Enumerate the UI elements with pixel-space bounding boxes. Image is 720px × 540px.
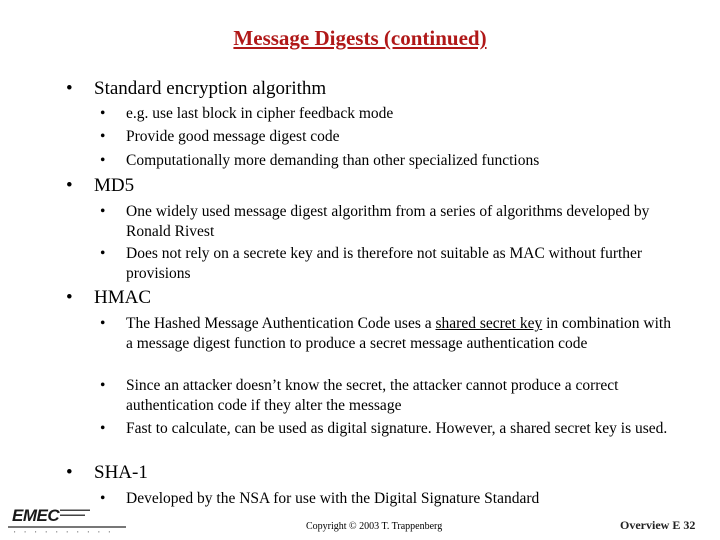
list-item-text: Developed by the NSA for use with the Digital Signature Standard (126, 490, 540, 507)
page-label: Overview E 32 (620, 518, 696, 532)
list-item (100, 489, 680, 509)
list-item-text: e.g. use last block in cipher feedback mode (126, 105, 394, 122)
list-item (100, 202, 680, 241)
emec-logo (6, 504, 128, 534)
section-heading: Standard encryption algorithm (94, 78, 327, 99)
section-heading: MD5 (94, 175, 135, 196)
copyright-text: Copyright © 2003 T. Trappenberg (306, 521, 443, 532)
text-segment: in combination with a message digest function to produce a secret message authentication code (126, 315, 671, 352)
logo-bar (8, 526, 126, 528)
list-item (100, 314, 680, 353)
bullet: • (100, 377, 106, 394)
section-heading: HMAC (94, 287, 152, 308)
bullet: • (100, 203, 106, 220)
section-heading: SHA-1 (94, 462, 148, 483)
list-item (100, 127, 680, 147)
list-item-text: Does not rely on a secrete key and is therefore not suitable as MAC without further provisions (126, 245, 643, 282)
bullet: • (100, 490, 106, 507)
logo-text: EMEC (12, 506, 60, 525)
list-item (100, 104, 680, 124)
list-item-text (126, 314, 680, 353)
list-item-text: Computationally more demanding than other specialized functions (126, 152, 540, 169)
text-segment: The Hashed Message Authentication Code uses a (126, 315, 436, 332)
underlined-term: shared secret key (435, 315, 543, 332)
bullet: • (100, 315, 106, 332)
bullet: • (100, 152, 106, 169)
bullet: • (66, 287, 73, 308)
bullet: • (66, 78, 73, 99)
slide-title: Message Digests (continued) (233, 26, 487, 50)
list-item (100, 419, 680, 439)
bullet: • (100, 245, 106, 262)
list-item-text: One widely used message digest algorithm from a series of algorithms developed by Ronald Rivest (126, 203, 650, 240)
list-item (100, 151, 680, 171)
bullet: • (100, 420, 106, 437)
list-item (100, 244, 680, 283)
logo-dots: ▪ ▪ ▪ ▪ ▪ ▪ ▪ ▪ ▪ ▪ (14, 529, 115, 534)
list-item (100, 376, 680, 415)
bullet: • (100, 128, 106, 145)
bullet: • (66, 462, 73, 483)
list-item-text: Since an attacker doesn’t know the secret, the attacker cannot produce a correct authentication code if they alter the message (126, 377, 619, 414)
list-item-text: Fast to calculate, can be used as digital signature. However, a shared secret key is used. (126, 420, 668, 437)
bullet: • (100, 105, 106, 122)
list-item-text: Provide good message digest code (126, 128, 340, 145)
logo-subtext-decoration: ▬▬▬▬▬▬ ▬▬▬▬▬ (60, 507, 90, 518)
bullet: • (66, 175, 73, 196)
